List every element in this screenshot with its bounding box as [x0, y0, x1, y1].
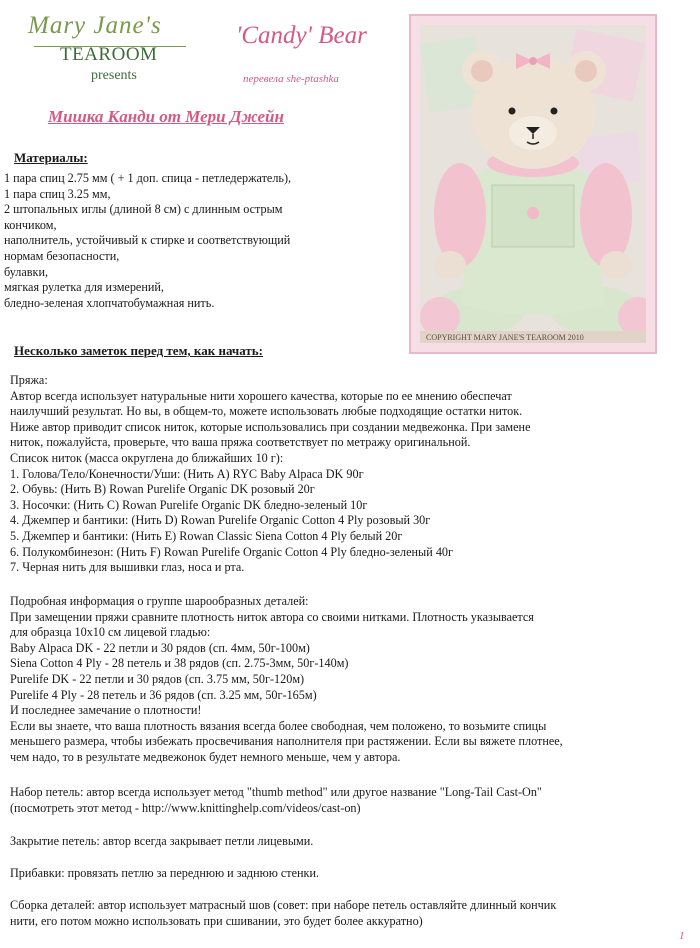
- yarn-line: 6. Полукомбинезон: (Нить F) Rowan Purelife Organic Cotton 4 Ply бледно-зеленый 40г: [10, 544, 454, 559]
- yarn-line: 7. Черная нить для вышивки глаз, носа и рта.: [10, 560, 245, 575]
- materials-line: наполнитель, устойчивый к стирке и соответствующий: [4, 233, 291, 248]
- product-title: 'Candy' Bear: [236, 22, 367, 49]
- photo-copyright: COPYRIGHT MARY JANE'S TEAROOM 2010: [426, 333, 584, 342]
- gauge-line: Purelife DK - 22 петли и 30 рядов (сп. 3.75 мм, 50г-120м): [10, 671, 305, 686]
- yarn-line: Ниже автор приводит список ниток, которые использовались при создании медвежонка. При замене: [10, 419, 531, 434]
- increase-section: [10, 866, 319, 882]
- gauge-line: Siena Cotton 4 Ply - 28 петель и 38 рядов (сп. 2.75-3мм, 50г-140м): [10, 656, 349, 671]
- materials-list: [4, 171, 291, 311]
- increase-line: Прибавки: провязать петлю за переднюю и заднюю стенки.: [10, 866, 320, 880]
- materials-line: мягкая рулетка для измерений,: [4, 280, 164, 295]
- cast-on-line: (посмотреть этот метод - http://www.knittinghelp.com/videos/cast-on): [10, 800, 361, 815]
- yarn-line: ниток, пожалуйста, проверьте, что ваша пряжа соответствует по метражу оригинальной.: [10, 435, 471, 450]
- gauge-section: [10, 594, 563, 766]
- yarn-line: Пряжа:: [10, 373, 48, 387]
- brand-name: Mary Jane's: [28, 12, 162, 39]
- gauge-line: для образца 10х10 см лицевой гладью:: [10, 625, 211, 640]
- gauge-line: Baby Alpaca DK - 22 петли и 30 рядов (сп. 4мм, 50г-100м): [10, 640, 310, 655]
- bear-photo: [420, 25, 646, 343]
- brand-tearoom: TEAROOM: [60, 44, 158, 65]
- materials-line: нормам безопасности,: [4, 248, 120, 263]
- materials-line: 1 пара спиц 3.25 мм,: [4, 186, 111, 201]
- yarn-line: 5. Джемпер и бантики: (Нить E) Rowan Classic Siena Cotton 4 Ply белый 20г: [10, 528, 403, 543]
- notes-heading: Несколько заметок перед тем, как начать:: [14, 343, 264, 358]
- gauge-line: И последнее замечание о плотности!: [10, 703, 202, 718]
- cast-on-section: [10, 785, 542, 816]
- yarn-line: Список ниток (масса округлена до ближайших 10 г):: [10, 450, 284, 465]
- materials-line: кончиком,: [4, 217, 57, 232]
- assembly-section: [10, 898, 556, 929]
- cast-off-line: Закрытие петель: автор всегда закрывает петли лицевыми.: [10, 834, 314, 848]
- page-title: Мишка Канди от Мери Джейн: [48, 107, 284, 126]
- materials-heading: Материалы:: [14, 150, 88, 165]
- gauge-line: Purelife 4 Ply - 28 петель и 36 рядов (сп. 3.25 мм, 50г-165м): [10, 687, 317, 702]
- gauge-line: Если вы знаете, что ваша плотность вязания всегда более свободная, чем положено, то возьмите спицы: [10, 718, 547, 733]
- materials-line: бледно-зеленая хлопчатобумажная нить.: [4, 295, 215, 310]
- yarn-line: 4. Джемпер и бантики: (Нить D) Rowan Purelife Organic Cotton 4 Ply розовый 30г: [10, 513, 431, 528]
- assembly-line: Сборка деталей: автор использует матрасный шов (совет: при наборе петель оставляйте длинный кончик: [10, 898, 557, 912]
- yarn-section: [10, 373, 531, 576]
- gauge-line: При замещении пряжи сравните плотность ниток автора со своими нитками. Плотность указывается: [10, 609, 534, 624]
- materials-line: 2 штопальных иглы (длиной 8 см) с длинным острым: [4, 202, 283, 217]
- cast-on-line: Набор петель: автор всегда использует метод "thumb method" или другое название "Long-Tail Cast-On": [10, 785, 542, 799]
- gauge-line: меньшего размера, чтобы избежать просвечивания наполнителя при растяжении. Если вы вяжете плотнее,: [10, 734, 563, 749]
- yarn-line: 1. Голова/Тело/Конечности/Уши: (Нить A) RYC Baby Alpaca DK 90г: [10, 466, 364, 481]
- yarn-line: наилучший результат. Но вы, в общем-то, можете использовать любые подходящие остатки ниток.: [10, 404, 523, 419]
- yarn-line: 3. Носочки: (Нить C) Rowan Purelife Organic DK бледно-зеленый 10г: [10, 497, 368, 512]
- materials-line: 1 пара спиц 2.75 мм ( + 1 доп. спица - петледержатель),: [4, 171, 292, 185]
- translator-credit: перевела she-ptashka: [243, 73, 339, 85]
- materials-line: булавки,: [4, 264, 49, 279]
- brand-presents: presents: [91, 68, 137, 83]
- cast-off-section: [10, 834, 313, 850]
- gauge-line: чем надо, то в результате медвежонок будет немного меньше, чем у автора.: [10, 749, 401, 764]
- assembly-line: нити, его потом можно использовать при сшивании, это будет более аккуратно): [10, 913, 423, 928]
- gauge-line: Подробная информация о группе шарообразных деталей:: [10, 594, 309, 608]
- page-number: 1: [679, 930, 685, 942]
- yarn-line: 2. Обувь: (Нить B) Rowan Purelife Organic DK розовый 20г: [10, 482, 315, 497]
- yarn-line: Автор всегда использует натуральные нити хорошего качества, которые по ее мнению обеспечат: [10, 388, 512, 403]
